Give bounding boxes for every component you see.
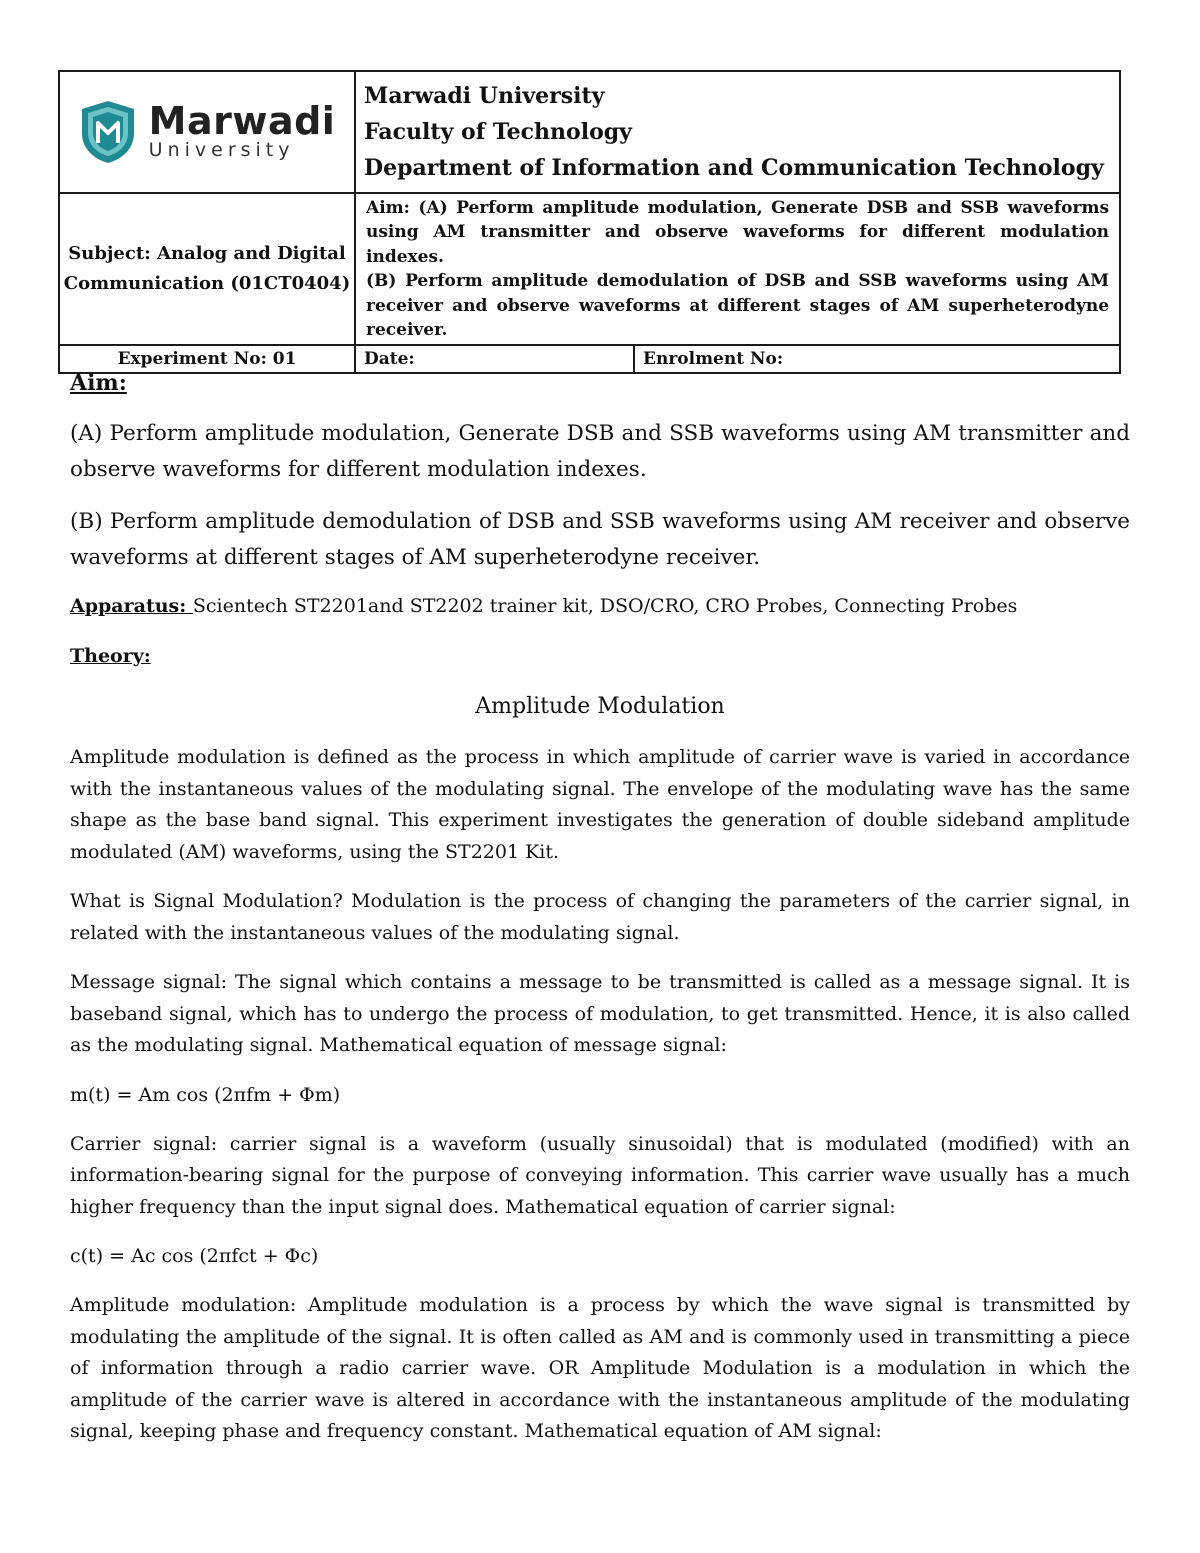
section-title: Amplitude Modulation	[475, 694, 725, 719]
date-field: Date:	[355, 345, 634, 373]
university-info-cell	[355, 71, 1120, 193]
faculty-name: Faculty of Technology	[364, 119, 632, 145]
carrier-signal-equation: c(t) = Ac cos (2πfct + Φc)	[70, 1245, 319, 1267]
subject-line-2: Communication (01CT0404)	[63, 273, 351, 295]
header-aim-a: Aim: (A) Perform amplitude modulation, Generate DSB and SSB waveforms using AM transmitter and observe waveforms for different modulation indexes.	[366, 198, 1110, 267]
subject-line-1: Subject: Analog and Digital	[68, 243, 346, 265]
logo-subtitle: University	[148, 139, 295, 161]
subject-cell	[59, 193, 355, 345]
header-table	[58, 70, 1121, 374]
logo-cell	[59, 71, 355, 193]
department-name: Department of Information and Communication Technology	[364, 155, 1104, 181]
message-signal-paragraph: Message signal: The signal which contains a message to be transmitted is called as a message signal. It is baseband signal, which has to undergo the process of modulation, to get transmitted. Hence, it is also called as the modulating signal. Mathematical equation of message signal:	[70, 971, 1130, 1056]
aim-a-paragraph: (A) Perform amplitude modulation, Generate DSB and SSB waveforms using AM transmitter and observe waveforms for different modulation indexes.	[70, 421, 1130, 482]
aim-heading: Aim:	[70, 370, 127, 396]
amplitude-modulation-paragraph: Amplitude modulation: Amplitude modulation is a process by which the wave signal is transmitted by modulating the amplitude of the signal. It is often called as AM and is commonly used in transmitting a piece of information through a radio carrier wave. OR Amplitude Modulation is a modulation in which the amplitude of the carrier wave is altered in accordance with the instantaneous amplitude of the modulating signal, keeping phase and frequency constant. Mathematical equation of AM signal:	[70, 1294, 1130, 1442]
document-body	[70, 368, 1130, 1466]
carrier-signal-paragraph: Carrier signal: carrier signal is a waveform (usually sinusoidal) that is modulated (modified) with an information-bearing signal for the purpose of conveying information. This carrier wave usually has a much higher frequency than the input signal does. Mathematical equation of carrier signal:	[70, 1132, 1130, 1218]
theory-line	[70, 642, 1130, 670]
aim-b-paragraph: (B) Perform amplitude demodulation of DSB and SSB waveforms using AM receiver and observe waveforms at different stages of AM superheterodyne receiver.	[70, 509, 1130, 570]
shield-logo-icon	[79, 99, 137, 165]
apparatus-label: Apparatus:	[70, 595, 193, 617]
university-logo	[60, 99, 354, 165]
enrolment-field: Enrolment No:	[634, 345, 1120, 373]
experiment-number: Experiment No: 01	[59, 345, 355, 373]
am-definition-paragraph: Amplitude modulation is defined as the process in which amplitude of carrier wave is varied in accordance with the instantaneous values of the modulating signal. The envelope of the modulating wave has the same shape as the base band signal. This experiment investigates the generation of double sideband amplitude modulated (AM) waveforms, using the ST2201 Kit.	[70, 746, 1130, 863]
apparatus-text: Scientech ST2201and ST2202 trainer kit, DSO/CRO, CRO Probes, Connecting Probes	[192, 595, 1018, 617]
theory-label: Theory:	[70, 645, 151, 667]
apparatus-line	[70, 592, 1130, 620]
header-aim-b: (B) Perform amplitude demodulation of DSB and SSB waveforms using AM receiver and observe waveforms at different stages of AM superheterodyne receiver.	[366, 271, 1110, 341]
header-aim-cell	[355, 193, 1120, 345]
message-signal-equation: m(t) = Am cos (2πfm + Φm)	[70, 1083, 341, 1106]
logo-name: Marwadi	[148, 99, 336, 143]
university-name: Marwadi University	[364, 83, 605, 109]
signal-modulation-paragraph: What is Signal Modulation? Modulation is the process of changing the parameters of the carrier signal, in related with the instantaneous values of the modulating signal.	[70, 890, 1130, 944]
